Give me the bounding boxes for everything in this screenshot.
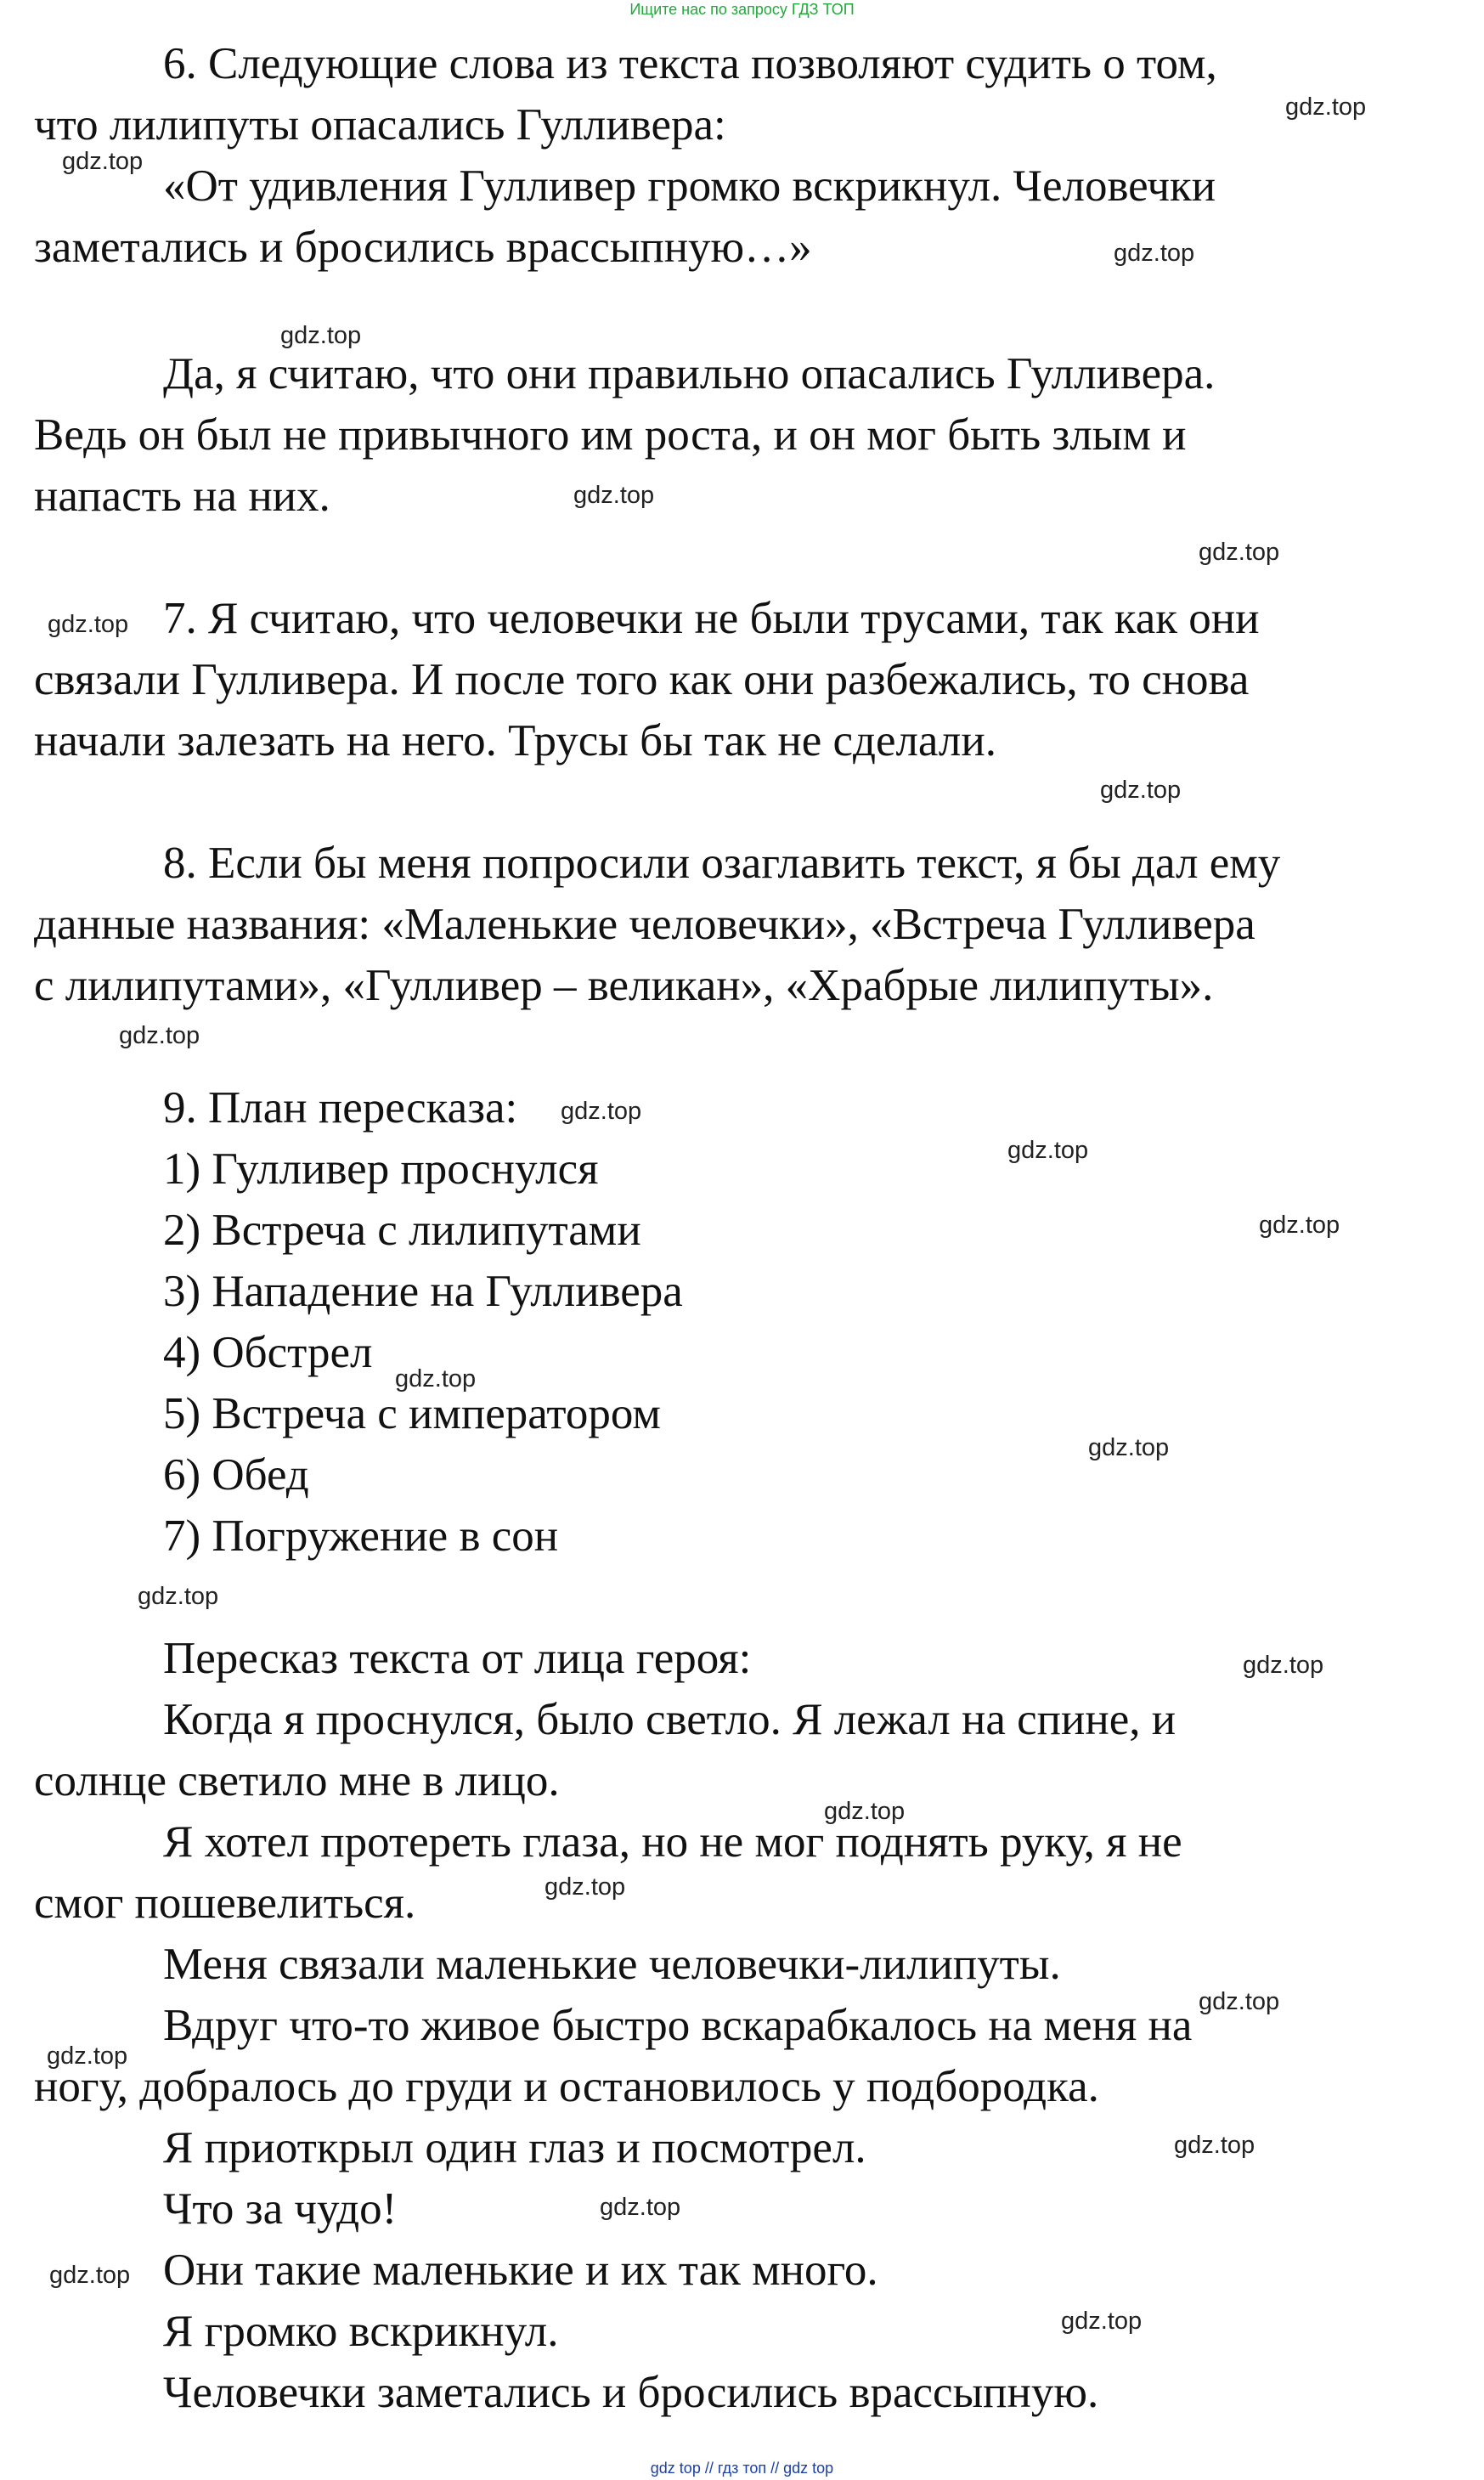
text-line: данные названия: «Маленькие человечки», «Встреча Гулливера (34, 900, 1255, 949)
text-line: 9. План пересказа: (163, 1083, 518, 1133)
watermark: gdz.top (545, 1873, 626, 1901)
text-line: ногу, добралось до груди и остановилось у подбородка. (34, 2062, 1099, 2111)
watermark: gdz.top (1007, 1137, 1089, 1164)
text-line: «От удивления Гулливер громко вскрикнул. Человечки (163, 161, 1216, 211)
text-line: заметались и бросились врассыпную…» (34, 223, 812, 272)
watermark: gdz.top (573, 482, 655, 509)
text-line: Да, я считаю, что они правильно опасались Гулливера. (163, 349, 1216, 398)
text-line: Я приоткрыл один глаз и посмотрел. (163, 2123, 866, 2172)
watermark: gdz.top (62, 148, 144, 175)
text-line: с лилипутами», «Гулливер – великан», «Храбрые лилипуты». (34, 961, 1214, 1010)
watermark: gdz.top (395, 1365, 477, 1393)
header-search-link[interactable]: Ищите нас по запросу ГДЗ ТОП (629, 1, 855, 18)
text-line: 5) Встреча с императором (163, 1389, 661, 1438)
watermark: gdz.top (1285, 93, 1367, 121)
watermark: gdz.top (49, 2262, 131, 2289)
watermark: gdz.top (47, 2042, 128, 2070)
text-line: Пересказ текста от лица героя: (163, 1634, 752, 1683)
text-line: 8. Если бы меня попросили озаглавить текст, я бы дал ему (163, 839, 1281, 888)
text-line: 4) Обстрел (163, 1328, 373, 1377)
text-line: 7) Погружение в сон (163, 1511, 559, 1561)
watermark: gdz.top (138, 1583, 219, 1610)
watermark: gdz.top (1088, 1434, 1170, 1461)
text-line: Когда я проснулся, было светло. Я лежал на спине, и (163, 1695, 1176, 1744)
watermark: gdz.top (1100, 777, 1182, 804)
text-line: начали залезать на него. Трусы бы так не сделали. (34, 716, 996, 765)
watermark: gdz.top (1259, 1212, 1340, 1239)
text-line: 1) Гулливер проснулся (163, 1144, 599, 1194)
text-line: Ведь он был не привычного им роста, и он мог быть злым и (34, 410, 1187, 460)
text-line: Меня связали маленькие человечки-лилипуты. (163, 1940, 1061, 1989)
text-line: что лилипуты опасались Гулливера: (34, 100, 726, 150)
text-line: Я хотел протереть глаза, но не мог поднять руку, я не (163, 1817, 1182, 1867)
text-line: 3) Нападение на Гулливера (163, 1267, 683, 1316)
text-line: Что за чудо! (163, 2184, 398, 2234)
watermark: gdz.top (48, 611, 129, 638)
text-line: Они такие маленькие и их так много. (163, 2246, 878, 2295)
watermark: gdz.top (1114, 240, 1195, 267)
text-line: 7. Я считаю, что человечки не были трусами, так как они (163, 594, 1260, 643)
footer-link[interactable]: gdz top // гдз топ // gdz top (650, 2460, 834, 2477)
watermark: gdz.top (1174, 2132, 1255, 2159)
text-line: смог пошевелиться. (34, 1878, 416, 1928)
watermark: gdz.top (824, 1798, 906, 1825)
text-line: 2) Встреча с лилипутами (163, 1206, 641, 1255)
text-line: 6. Следующие слова из текста позволяют судить о том, (163, 39, 1217, 88)
text-line: Я громко вскрикнул. (163, 2307, 559, 2356)
text-line: солнце светило мне в лицо. (34, 1756, 560, 1805)
watermark: gdz.top (119, 1022, 200, 1049)
watermark: gdz.top (280, 322, 362, 349)
watermark: gdz.top (1243, 1652, 1324, 1679)
text-line: Человечки заметались и бросились врассыпную. (163, 2368, 1099, 2417)
text-line: связали Гулливера. И после того как они разбежались, то снова (34, 655, 1250, 704)
text-line: Вдруг что-то живое быстро вскарабкалось на меня на (163, 2001, 1193, 2050)
text-line: напасть на них. (34, 472, 330, 521)
watermark: gdz.top (1199, 539, 1280, 566)
watermark: gdz.top (600, 2194, 681, 2221)
watermark: gdz.top (1199, 1988, 1280, 2015)
watermark: gdz.top (1061, 2308, 1143, 2335)
text-line: 6) Обед (163, 1450, 309, 1500)
watermark: gdz.top (561, 1098, 642, 1125)
